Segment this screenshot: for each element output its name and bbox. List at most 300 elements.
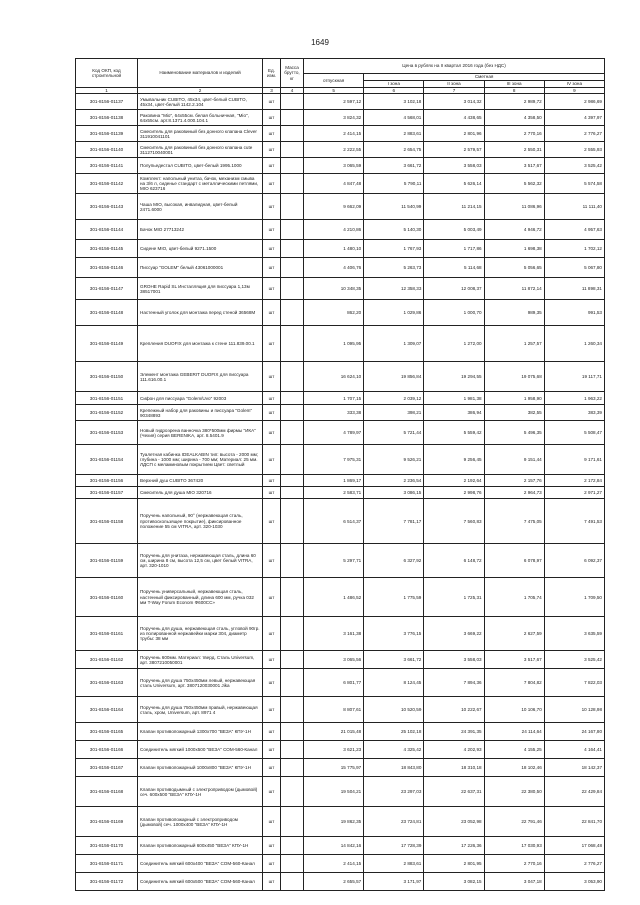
row-zone3-price: 3 517,67 (484, 651, 544, 669)
table-row (76, 326, 605, 362)
row-zone2-price: 5 626,14 (424, 174, 484, 194)
row-name: Сидене MIO, цвет-белый 9271.1500 (138, 240, 263, 258)
row-unit: шт (263, 392, 281, 405)
row-unit: шт (263, 499, 281, 544)
row-name: Туалетная кабинка IDEALKABIN тип: высота - 2000 мм; глубина - 1000 мм; ширина - 700 мм; Материал: 25 мм. ЛДСП с меламиновым покрытием Цвет: светлый (138, 445, 263, 475)
row-release-price: 8 807,61 (304, 697, 364, 723)
table-body (76, 94, 605, 891)
row-mass (281, 445, 304, 475)
row-zone1-price: 25 102,18 (364, 723, 424, 741)
table-row (76, 194, 605, 220)
col-index: 9 (544, 88, 604, 94)
row-code: 301-8156-01151 (76, 392, 138, 405)
row-release-price: 862,20 (304, 300, 364, 326)
row-name: Чаша MIO, высокая, инвалидная, цвет-белый 2471.6000 (138, 194, 263, 220)
row-unit: шт (263, 300, 281, 326)
row-zone1-price: 18 843,80 (364, 759, 424, 777)
row-zone2-price: 1 981,38 (424, 392, 484, 405)
row-zone4-price: 2 986,69 (544, 94, 604, 110)
row-release-price: 2 597,12 (304, 94, 364, 110)
row-zone4-price: 6 092,37 (544, 544, 604, 578)
row-mass (281, 487, 304, 499)
row-zone4-price: 991,53 (544, 300, 604, 326)
table-row (76, 837, 605, 855)
row-name: Настенный уголок для монтажа перед стеной 36568M (138, 300, 263, 326)
row-zone4-price: 9 171,61 (544, 445, 604, 475)
table-row (76, 240, 605, 258)
row-release-price: 19 862,35 (304, 807, 364, 837)
row-mass (281, 392, 304, 405)
row-name: Смеситель для раковиный без донного клапана cute 3112710040001 (138, 142, 263, 158)
row-zone3-price: 24 114,64 (484, 723, 544, 741)
row-zone1-price: 3 661,72 (364, 651, 424, 669)
row-zone3-price: 2 964,73 (484, 487, 544, 499)
row-zone4-price: 4 164,41 (544, 741, 604, 759)
row-release-price: 2 414,15 (304, 126, 364, 142)
row-name: GROHE Rapid SL Инсталляция для писсуара 1,13м 38517001 (138, 278, 263, 300)
row-zone1-price: 2 654,75 (364, 142, 424, 158)
row-zone1-price: 17 728,39 (364, 837, 424, 855)
row-code: 301-8156-01169 (76, 807, 138, 837)
row-zone2-price: 5 559,42 (424, 421, 484, 445)
row-zone3-price: 5 056,65 (484, 258, 544, 278)
row-unit: шт (263, 362, 281, 392)
table-row (76, 300, 605, 326)
row-mass (281, 258, 304, 278)
row-zone1-price: 6 327,92 (364, 544, 424, 578)
row-zone4-price: 5 067,80 (544, 258, 604, 278)
row-release-price: 333,38 (304, 405, 364, 421)
col-index: 2 (138, 88, 263, 94)
row-zone1-price: 3 171,97 (364, 873, 424, 891)
row-zone1-price: 2 883,61 (364, 855, 424, 873)
row-mass (281, 723, 304, 741)
row-zone3-price: 2 627,59 (484, 617, 544, 651)
row-release-price: 3 824,32 (304, 110, 364, 126)
row-release-price: 3 065,56 (304, 651, 364, 669)
row-mass (281, 421, 304, 445)
row-zone3-price: 1 698,38 (484, 240, 544, 258)
row-zone1-price: 3 102,18 (364, 94, 424, 110)
row-release-price: 1 707,15 (304, 392, 364, 405)
table-row (76, 142, 605, 158)
row-zone2-price: 11 214,15 (424, 194, 484, 220)
row-unit: шт (263, 651, 281, 669)
row-release-price: 3 621,23 (304, 741, 364, 759)
row-zone4-price: 2 555,93 (544, 142, 604, 158)
table-row (76, 741, 605, 759)
row-zone2-price: 2 579,57 (424, 142, 484, 158)
row-zone1-price: 5 721,44 (364, 421, 424, 445)
row-zone3-price: 5 562,32 (484, 174, 544, 194)
row-zone3-price: 2 770,16 (484, 855, 544, 873)
row-zone1-price: 4 568,01 (364, 110, 424, 126)
table-row (76, 873, 605, 891)
row-zone3-price: 2 989,72 (484, 94, 544, 110)
header-zone-3: III зона (484, 81, 544, 88)
row-zone3-price: 7 804,82 (484, 669, 544, 697)
table-row (76, 807, 605, 837)
col-index: 8 (484, 88, 544, 94)
row-zone3-price: 2 550,31 (484, 142, 544, 158)
row-zone2-price: 7 894,36 (424, 669, 484, 697)
row-zone3-price: 10 106,70 (484, 697, 544, 723)
row-code: 301-8156-01171 (76, 855, 138, 873)
row-code: 301-8156-01148 (76, 300, 138, 326)
row-mass (281, 475, 304, 487)
row-zone2-price: 6 148,72 (424, 544, 484, 578)
row-name: Бачок MIO 27713242 (138, 220, 263, 240)
row-zone2-price: 1 272,00 (424, 326, 484, 362)
price-table (75, 58, 605, 891)
row-code: 301-8156-01143 (76, 194, 138, 220)
row-unit: шт (263, 158, 281, 174)
row-mass (281, 110, 304, 126)
row-code: 301-8156-01170 (76, 837, 138, 855)
row-zone1-price: 3 776,15 (364, 617, 424, 651)
row-zone1-price: 1 309,07 (364, 326, 424, 362)
row-zone2-price: 1 717,86 (424, 240, 484, 258)
row-zone2-price: 4 202,93 (424, 741, 484, 759)
row-zone4-price: 17 068,48 (544, 837, 604, 855)
row-zone4-price: 11 111,40 (544, 194, 604, 220)
row-unit: шт (263, 723, 281, 741)
row-code: 301-8156-01156 (76, 475, 138, 487)
row-zone1-price: 1 775,59 (364, 578, 424, 617)
row-mass (281, 126, 304, 142)
row-zone4-price: 22 429,84 (544, 777, 604, 807)
row-code: 301-8156-01152 (76, 405, 138, 421)
row-code: 301-8156-01149 (76, 326, 138, 362)
header-zone-1: I зона (364, 81, 424, 88)
row-zone1-price: 7 781,17 (364, 499, 424, 544)
row-zone1-price: 5 790,11 (364, 174, 424, 194)
row-name: Клапан противопожарный 1000х800 "ВЕЗА" КПУ-1Н (138, 759, 263, 777)
row-zone1-price: 9 526,21 (364, 445, 424, 475)
row-release-price: 14 842,16 (304, 837, 364, 855)
row-zone2-price: 3 669,22 (424, 617, 484, 651)
row-unit: шт (263, 445, 281, 475)
row-code: 301-8156-01161 (76, 617, 138, 651)
row-name: Клапан противопожарный 600х450 "ВЕЗА" КПУ-1Н (138, 837, 263, 855)
row-name: Комплект: напольный унитаз, бачок, механизм смыва на 3/6 л, сиденье стандарт с металлическими петлями, MIO 623716 (138, 174, 263, 194)
row-unit: шт (263, 278, 281, 300)
row-mass (281, 759, 304, 777)
row-zone2-price: 2 801,95 (424, 855, 484, 873)
row-code: 301-8156-01140 (76, 142, 138, 158)
row-name: Новый гидроэрена ванночка 380*500мм фирмы "ИКА" (Чехия) серия BERENIKA, арт. 8.5401.9 (138, 421, 263, 445)
row-name: Крепления DUOFIX для монтажа к стене 111.839.00.1 (138, 326, 263, 362)
row-mass (281, 669, 304, 697)
row-zone2-price: 18 310,18 (424, 759, 484, 777)
row-zone4-price: 1 702,12 (544, 240, 604, 258)
row-zone3-price: 11 872,14 (484, 278, 544, 300)
row-release-price: 4 847,48 (304, 174, 364, 194)
table-row (76, 126, 605, 142)
row-zone3-price: 989,35 (484, 300, 544, 326)
row-name: Клапан противопожарный 1300х700 "ВЕЗА" КПУ-1Н (138, 723, 263, 741)
table-row (76, 475, 605, 487)
row-release-price: 9 662,09 (304, 194, 364, 220)
row-zone3-price: 4 155,25 (484, 741, 544, 759)
row-zone2-price: 22 637,31 (424, 777, 484, 807)
row-zone4-price: 1 709,50 (544, 578, 604, 617)
table-row (76, 759, 605, 777)
row-mass (281, 220, 304, 240)
row-release-price: 1 095,95 (304, 326, 364, 362)
row-zone1-price: 5 140,30 (364, 220, 424, 240)
row-mass (281, 194, 304, 220)
row-zone4-price: 11 898,31 (544, 278, 604, 300)
row-zone2-price: 9 256,45 (424, 445, 484, 475)
row-name: Поручень для душа 750х450мм правый, нержавеющая сталь, хром, Universum, арт. 8971 4 (138, 697, 263, 723)
row-zone4-price: 10 128,98 (544, 697, 604, 723)
row-zone4-price: 5 508,47 (544, 421, 604, 445)
row-mass (281, 405, 304, 421)
row-zone4-price: 2 776,27 (544, 126, 604, 142)
table-row (76, 697, 605, 723)
page-number: 1649 (311, 38, 329, 47)
col-index: 5 (304, 88, 364, 94)
row-zone4-price: 2 971,27 (544, 487, 604, 499)
row-code: 301-8156-01147 (76, 278, 138, 300)
row-zone4-price: 7 491,53 (544, 499, 604, 544)
row-zone3-price: 17 030,93 (484, 837, 544, 855)
table-row (76, 405, 605, 421)
row-zone4-price: 7 822,03 (544, 669, 604, 697)
row-mass (281, 807, 304, 837)
row-zone1-price: 5 263,73 (364, 258, 424, 278)
table-row (76, 174, 605, 194)
row-unit: шт (263, 240, 281, 258)
row-name: Элемент монтажа GEBERIT DUOFIX для писсуара 111.616.00.1 (138, 362, 263, 392)
row-name: Соединитель мягкий 600х500 "ВЕЗА" СОМ-560-Канал (138, 873, 263, 891)
row-code: 301-8156-01142 (76, 174, 138, 194)
row-release-price: 16 624,10 (304, 362, 364, 392)
row-zone3-price: 5 496,35 (484, 421, 544, 445)
row-code: 301-8156-01164 (76, 697, 138, 723)
row-name: Писсуар "GOLEM" белый 43061000001 (138, 258, 263, 278)
row-zone3-price: 11 086,96 (484, 194, 544, 220)
row-zone4-price: 3 525,42 (544, 158, 604, 174)
row-zone2-price: 386,94 (424, 405, 484, 421)
row-unit: шт (263, 421, 281, 445)
table-row (76, 220, 605, 240)
table-row (76, 499, 605, 544)
row-release-price: 4 210,86 (304, 220, 364, 240)
row-code: 301-8156-01144 (76, 220, 138, 240)
row-zone2-price: 23 052,98 (424, 807, 484, 837)
row-zone4-price: 4 957,63 (544, 220, 604, 240)
row-release-price: 1 869,17 (304, 475, 364, 487)
row-zone4-price: 1 963,22 (544, 392, 604, 405)
table-row (76, 723, 605, 741)
row-zone2-price: 19 294,55 (424, 362, 484, 392)
row-release-price: 3 161,38 (304, 617, 364, 651)
row-code: 301-8156-01137 (76, 94, 138, 110)
row-zone4-price: 22 841,70 (544, 807, 604, 837)
row-zone3-price: 1 257,57 (484, 326, 544, 362)
row-name: Поручень универсальный, нержавеющая сталь, настенный фиксированный, длина 600 мм, ручка 032 мм T-Way Forum Econom Ф600СС» (138, 578, 263, 617)
row-release-price: 1 480,10 (304, 240, 364, 258)
row-mass (281, 300, 304, 326)
row-zone3-price: 9 151,44 (484, 445, 544, 475)
row-mass (281, 326, 304, 362)
row-mass (281, 544, 304, 578)
row-unit: шт (263, 807, 281, 837)
row-unit: шт (263, 110, 281, 126)
row-zone2-price: 2 192,64 (424, 475, 484, 487)
row-unit: шт (263, 741, 281, 759)
row-zone4-price: 19 117,71 (544, 362, 604, 392)
header-unit: Ед. изм. (263, 59, 281, 88)
row-zone1-price: 1 029,86 (364, 300, 424, 326)
row-name: Поручень напольный, 90° (нержавеющая сталь, противоскользящее покрытие), фиксированное положение 55 см VITRA, арт. 320-1030 (138, 499, 263, 544)
row-zone1-price: 1 767,93 (364, 240, 424, 258)
row-zone2-price: 3 558,03 (424, 158, 484, 174)
row-unit: шт (263, 475, 281, 487)
row-zone3-price: 382,55 (484, 405, 544, 421)
row-release-price: 21 015,48 (304, 723, 364, 741)
row-mass (281, 873, 304, 891)
table-row (76, 578, 605, 617)
row-release-price: 6 801,77 (304, 669, 364, 697)
table-row (76, 445, 605, 475)
table-row (76, 258, 605, 278)
row-release-price: 2 222,55 (304, 142, 364, 158)
row-zone1-price: 398,21 (364, 405, 424, 421)
row-name: Поручень для душа, нержавеющая сталь, угловой 90гр. из полированной нержавейки марки 304, диаметр трубы: 38 мм (138, 617, 263, 651)
row-unit: шт (263, 174, 281, 194)
row-mass (281, 94, 304, 110)
row-mass (281, 578, 304, 617)
header-zone-2: II зона (424, 81, 484, 88)
row-zone3-price: 6 078,97 (484, 544, 544, 578)
row-code: 301-8156-01145 (76, 240, 138, 258)
table-row (76, 617, 605, 651)
row-zone1-price: 23 724,81 (364, 807, 424, 837)
row-zone4-price: 5 574,58 (544, 174, 604, 194)
row-name: Умывальник CUBITO, 45х34, цвет-белый CUBITO, 45х34, цвет-белый 1142.2.104 (138, 94, 263, 110)
row-release-price: 5 297,71 (304, 544, 364, 578)
row-zone2-price: 5 003,49 (424, 220, 484, 240)
row-zone2-price: 3 014,32 (424, 94, 484, 110)
row-zone2-price: 12 008,37 (424, 278, 484, 300)
row-code: 301-8156-01153 (76, 421, 138, 445)
row-name: Поручень для унитаза, нержавеющая сталь, длина 60 см, ширина 8 см, высота 12,5 см, цвет белый VITRA, арт. 320-1010 (138, 544, 263, 578)
row-unit: шт (263, 759, 281, 777)
row-mass (281, 697, 304, 723)
table-row (76, 487, 605, 499)
row-code: 301-8156-01141 (76, 158, 138, 174)
row-unit: шт (263, 837, 281, 855)
table-row (76, 544, 605, 578)
row-zone1-price: 8 124,45 (364, 669, 424, 697)
row-zone2-price: 10 222,67 (424, 697, 484, 723)
row-mass (281, 142, 304, 158)
row-zone1-price: 2 039,12 (364, 392, 424, 405)
row-release-price: 2 414,15 (304, 855, 364, 873)
row-name: Соединитель мягкий 600х400 "ВЕЗА" СОМ-560-Канал (138, 855, 263, 873)
row-code: 301-8156-01167 (76, 759, 138, 777)
row-unit: шт (263, 697, 281, 723)
row-mass (281, 499, 304, 544)
row-mass (281, 240, 304, 258)
row-name: Смеситель для раковиный без донного клапана Clever 311910041101 (138, 126, 263, 142)
row-zone1-price: 4 325,42 (364, 741, 424, 759)
row-code: 301-8156-01159 (76, 544, 138, 578)
header-zone-4: IV зона (544, 81, 604, 88)
row-zone3-price: 4 946,72 (484, 220, 544, 240)
row-zone4-price: 3 053,90 (544, 873, 604, 891)
table-row (76, 94, 605, 110)
header-release: отпускная (304, 74, 364, 88)
row-release-price: 2 655,57 (304, 873, 364, 891)
row-zone1-price: 19 856,84 (364, 362, 424, 392)
row-release-price: 15 775,97 (304, 759, 364, 777)
row-zone1-price: 3 086,15 (364, 487, 424, 499)
row-zone2-price: 7 560,83 (424, 499, 484, 544)
row-zone3-price: 2 770,16 (484, 126, 544, 142)
col-index: 7 (424, 88, 484, 94)
row-release-price: 6 514,37 (304, 499, 364, 544)
row-unit: шт (263, 194, 281, 220)
row-zone4-price: 24 167,80 (544, 723, 604, 741)
row-release-price: 10 348,35 (304, 278, 364, 300)
row-zone1-price: 12 358,33 (364, 278, 424, 300)
row-zone2-price: 5 114,68 (424, 258, 484, 278)
row-name: Раковина "Mio", 64х55см. белая больничная, "Mio", 64х55см. арт.8.1371.4.000.104.1 (138, 110, 263, 126)
row-unit: шт (263, 326, 281, 362)
row-zone3-price: 3 047,18 (484, 873, 544, 891)
row-mass (281, 362, 304, 392)
row-zone4-price: 2 172,84 (544, 475, 604, 487)
col-index: 1 (76, 88, 138, 94)
table-row (76, 421, 605, 445)
header-price-group: Цена в рублях на II квартал 2016 года (без НДС) (304, 59, 605, 74)
row-code: 301-8156-01158 (76, 499, 138, 544)
row-name: Полупьедестал CUBITO, цвет-белый 1995.1000 (138, 158, 263, 174)
row-zone4-price: 1 260,34 (544, 326, 604, 362)
table-row (76, 777, 605, 807)
row-zone4-price: 18 142,37 (544, 759, 604, 777)
row-release-price: 1 486,52 (304, 578, 364, 617)
row-name: Поручень 600мм. Материал: тверд. Сталь Universum, арт. 3807210050001 (138, 651, 263, 669)
row-zone4-price: 3 525,42 (544, 651, 604, 669)
row-name: Сифон для писсуара "Golem/Uvo" 92003 (138, 392, 263, 405)
row-code: 301-8156-01163 (76, 669, 138, 697)
row-code: 301-8156-01165 (76, 723, 138, 741)
row-zone3-price: 22 380,50 (484, 777, 544, 807)
row-code: 301-8156-01172 (76, 873, 138, 891)
row-zone3-price: 18 102,46 (484, 759, 544, 777)
row-zone3-price: 1 958,90 (484, 392, 544, 405)
table-row (76, 669, 605, 697)
row-zone2-price: 24 391,35 (424, 723, 484, 741)
row-name: Клапан противопожарный с электроприводом (дымовой) сеч. 1000х400 "ВЕЗА" КПУ-1Н (138, 807, 263, 837)
row-unit: шт (263, 617, 281, 651)
row-unit: шт (263, 258, 281, 278)
row-zone3-price: 2 157,76 (484, 475, 544, 487)
row-mass (281, 741, 304, 759)
row-unit: шт (263, 777, 281, 807)
row-name: Верхний душ CUBITO 367420 (138, 475, 263, 487)
col-index: 4 (281, 88, 304, 94)
row-unit: шт (263, 220, 281, 240)
header-name: Наименование материалов и изделий (138, 59, 263, 88)
row-zone2-price: 1 000,70 (424, 300, 484, 326)
table-row (76, 651, 605, 669)
